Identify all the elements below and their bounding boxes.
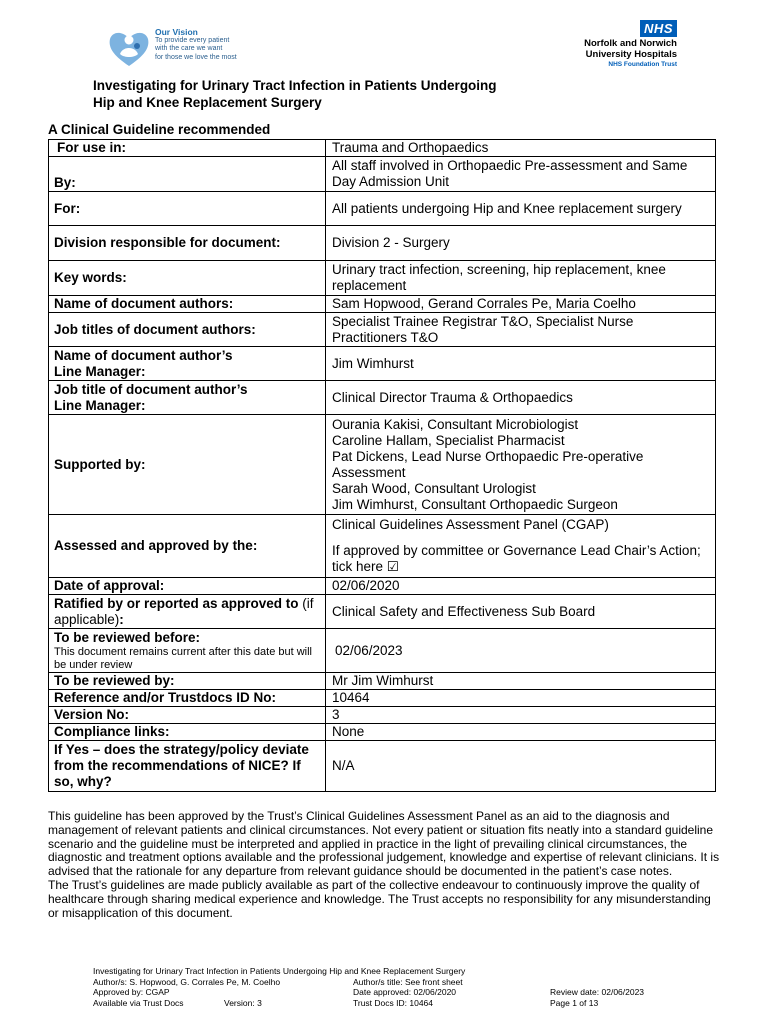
reference-label: Reference and/or Trustdocs ID No:: [49, 690, 326, 707]
line-manager-label-line2: Line Manager:: [54, 363, 146, 379]
table-row: [49, 707, 716, 724]
lm-title-value: Clinical Director Trauma & Orthopaedics: [326, 381, 716, 415]
table-row: [49, 690, 716, 707]
key-words-value: Urinary tract infection, screening, hip replacement, knee replacement: [326, 261, 716, 296]
table-row: [49, 629, 716, 673]
supporter: Pat Dickens, Lead Nurse Orthopaedic Pre-operative Assessment: [332, 448, 644, 480]
line-manager-label: [49, 347, 326, 381]
table-row: [49, 347, 716, 381]
assessed-value: [326, 515, 716, 578]
disclaimer-paragraph: This guideline has been approved by the Trust’s Clinical Guidelines Assessment Panel as an aid to the diagnosis and management of relevant patients and clinical circumstances. Not every patient or situation fits neatly into a standard guideline scenario and the guideline must be interpreted and applied in practice in the light of prevailing clinical circumstances, the diagnostic and treatment options available and the professional judgement, knowledge and expertise of relevant clinicians. It is advised that the rationale for any departure from relevant guidance should be documented in the patient’s case notes.: [48, 809, 720, 879]
footer-authors: Author/s: S. Hopwood, G. Corrales Pe, M. Coelho: [93, 976, 281, 987]
vision-title: Our Vision: [155, 27, 198, 37]
vision-line: for those we love the most: [155, 53, 237, 61]
ratified-label-colon: :: [119, 611, 124, 627]
table-row: [49, 595, 716, 629]
footer-approved-by: Approved by: CGAP: [93, 987, 170, 997]
assessed-label: Assessed and approved by the:: [49, 515, 326, 578]
for-label: For:: [49, 192, 326, 226]
version-label: Version No:: [49, 707, 326, 724]
for-use-in-value: Trauma and Orthopaedics: [326, 140, 716, 157]
table-row: [49, 140, 716, 157]
assessed-chair-action: If approved by committee or Governance Lead Chair’s Action; tick here ☑: [332, 543, 701, 574]
by-label: By:: [49, 157, 326, 192]
job-titles-value: Specialist Trainee Registrar T&O, Specialist Nurse Practitioners T&O: [326, 313, 716, 347]
supporter: Jim Wimhurst, Consultant Orthopaedic Surgeon: [332, 496, 618, 512]
vision-line: with the care we want: [155, 45, 223, 52]
table-row: [49, 673, 716, 690]
recommended-heading: A Clinical Guideline recommended: [48, 122, 271, 137]
trust-type: NHS Foundation Trust: [608, 61, 677, 68]
title-line: Hip and Knee Replacement Surgery: [93, 95, 322, 110]
ratified-label: [49, 595, 326, 629]
disclaimer-paragraph: The Trust’s guidelines are made publicly available as part of the collective endeavour to continuously improve the quality of healthcare through sharing medical experience and knowledge. The Trust accepts no responsibility for any misunderstanding or misapplication of this document.: [48, 877, 711, 920]
footer-author-title: Author/s title: See front sheet: [353, 976, 463, 987]
table-row: [49, 192, 716, 226]
review-before-note: This document remains current after this date but will be under review: [54, 645, 313, 671]
vision-line: To provide every patient: [155, 36, 230, 44]
assessed-panel: Clinical Guidelines Assessment Panel (CGAP): [332, 517, 609, 532]
document-title: [93, 77, 497, 111]
lm-title-label: [49, 381, 326, 415]
lm-title-label-line1: Job title of document author’s: [54, 381, 248, 397]
table-row: [49, 741, 716, 792]
table-row: [49, 415, 716, 515]
ratified-label-normal: (if applicable): [54, 595, 314, 627]
nice-label: If Yes – does the strategy/policy deviate from the recommendations of NICE? If so, why?: [49, 741, 326, 792]
footer-available: Available via Trust Docs: [93, 997, 184, 1008]
ratified-label-bold: Ratified by or reported as approved to: [54, 595, 299, 611]
line-manager-label-line1: Name of document author’s: [54, 347, 233, 363]
division-label: Division responsible for document:: [49, 226, 326, 261]
heart-people-icon: [106, 28, 152, 68]
supporter: Caroline Hallam, Specialist Pharmacist: [332, 432, 565, 448]
date-of-approval-label: Date of approval:: [49, 578, 326, 595]
reviewed-by-value: Mr Jim Wimhurst: [326, 673, 716, 690]
our-vision-logo: [106, 26, 266, 70]
title-line: Investigating for Urinary Tract Infection in Patients Undergoing: [93, 78, 497, 93]
supported-by-value: [326, 415, 716, 515]
table-row: [49, 578, 716, 595]
for-use-in-label: For use in:: [49, 140, 326, 157]
key-words-label: Key words:: [49, 261, 326, 296]
table-row: [49, 261, 716, 296]
version-value: 3: [326, 707, 716, 724]
table-row: [49, 724, 716, 741]
supported-by-label: Supported by:: [49, 415, 326, 515]
reference-value: 10464: [326, 690, 716, 707]
table-row: [49, 296, 716, 313]
footer-date-approved: Date approved: 02/06/2020: [353, 987, 457, 997]
supporter: Ourania Kakisi, Consultant Microbiologist: [332, 416, 579, 432]
review-before-label: [49, 629, 326, 673]
for-value: All patients undergoing Hip and Knee replacement surgery: [326, 192, 716, 226]
authors-value: Sam Hopwood, Gerand Corrales Pe, Maria Coelho: [326, 296, 716, 313]
footer-version: Version: 3: [224, 997, 262, 1008]
footer-page: Page 1 of 13: [550, 997, 599, 1008]
page-footer: [93, 966, 673, 1008]
supporter: Sarah Wood, Consultant Urologist: [332, 480, 536, 496]
division-value: Division 2 - Surgery: [326, 226, 716, 261]
nhs-badge: NHS: [640, 20, 677, 37]
footer-title: Investigating for Urinary Tract Infection in Patients Undergoing Hip and Knee Replacement Surgery: [93, 966, 466, 976]
document-info-table: [48, 139, 716, 792]
nhs-trust-logo: [584, 20, 677, 69]
table-row: [49, 515, 716, 578]
review-before-value: 02/06/2023: [326, 629, 716, 673]
trust-name-line1: Norfolk and Norwich: [584, 38, 677, 49]
table-row: [49, 381, 716, 415]
lm-title-label-line2: Line Manager:: [54, 397, 146, 413]
table-row: [49, 313, 716, 347]
compliance-value: None: [326, 724, 716, 741]
job-titles-label: Job titles of document authors:: [49, 313, 326, 347]
footer-trust-docs-id: Trust Docs ID: 10464: [353, 997, 433, 1008]
nice-value: N/A: [326, 741, 716, 792]
reviewed-by-label: To be reviewed by:: [49, 673, 326, 690]
review-before-title: To be reviewed before:: [54, 629, 201, 645]
footer-review-date: Review date: 02/06/2023: [550, 987, 645, 997]
date-of-approval-value: 02/06/2020: [326, 578, 716, 595]
ratified-value: Clinical Safety and Effectiveness Sub Board: [326, 595, 716, 629]
line-manager-value: Jim Wimhurst: [326, 347, 716, 381]
compliance-label: Compliance links:: [49, 724, 326, 741]
trust-name-line2: University Hospitals: [585, 49, 677, 60]
table-row: [49, 226, 716, 261]
disclaimer: [48, 810, 720, 920]
authors-label: Name of document authors:: [49, 296, 326, 313]
table-row: [49, 157, 716, 192]
by-value: All staff involved in Orthopaedic Pre-assessment and Same Day Admission Unit: [326, 157, 716, 192]
